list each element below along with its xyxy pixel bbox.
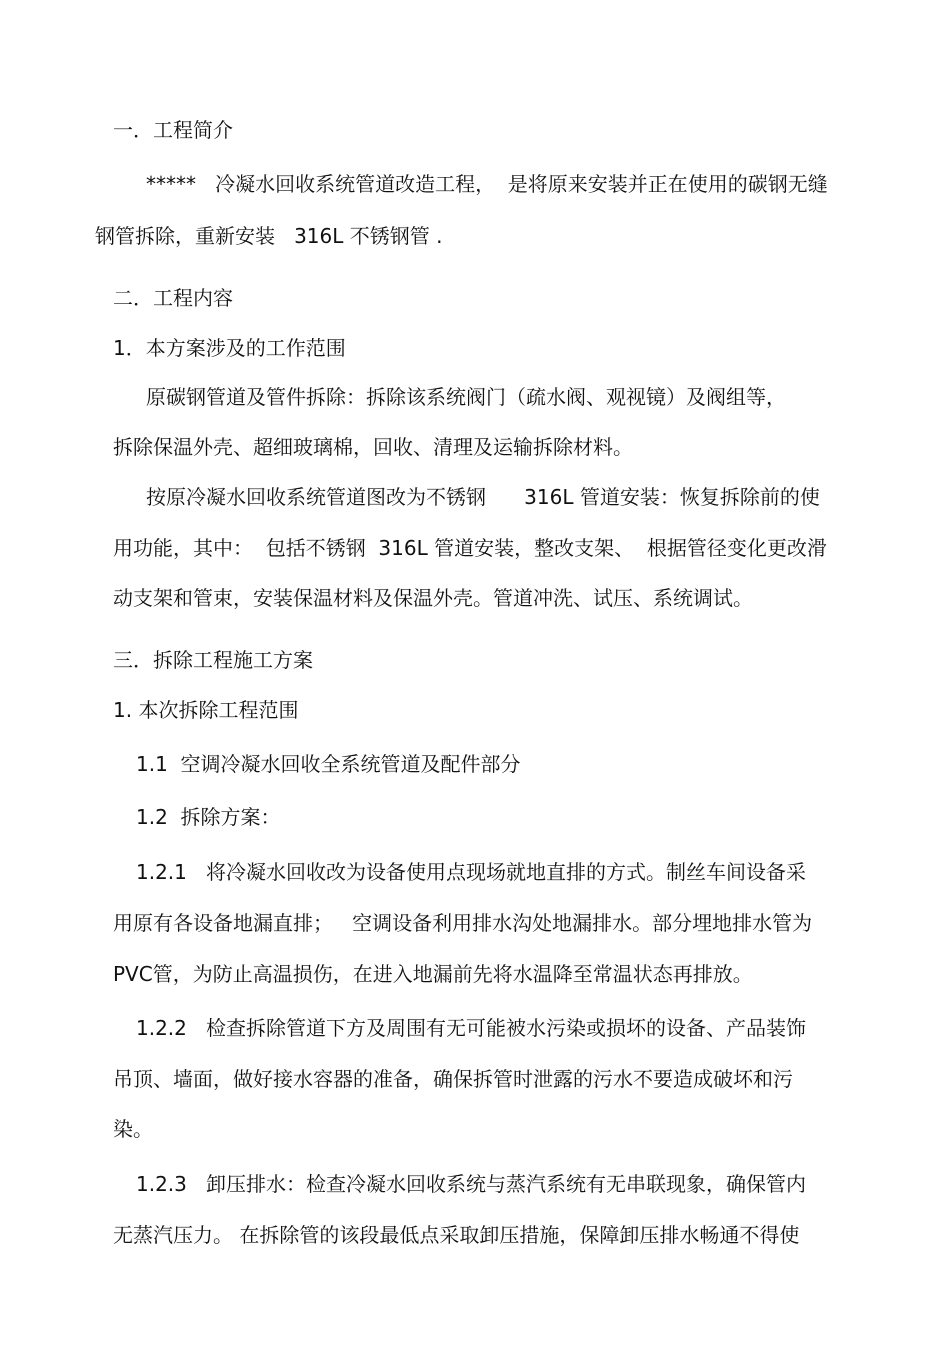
section-1-para-line: ***** 冷凝水回收系统管道改造工程， 是将原来安装并正在使用的碳钢无缝	[146, 172, 828, 196]
section-2-para-line: 动支架和管束，安装保温材料及保温外壳。管道冲洗、试压、系统调试。	[113, 586, 753, 610]
section-3-para-line: 无蒸汽压力。 在拆除管的该段最低点采取卸压措施，保障卸压排水畅通不得使	[113, 1223, 800, 1247]
section-3-para-line: PVC管，为防止高温损伤，在进入地漏前先将水温降至常温状态再排放。	[113, 962, 753, 986]
section-3-para-line: 1.2.3 卸压排水：检查冷凝水回收系统与蒸汽系统有无串联现象，确保管内	[136, 1172, 806, 1196]
section-3-item-1: 1. 本次拆除工程范围	[113, 698, 299, 722]
section-3-para-line: 1.2.1 将冷凝水回收改为设备使用点现场就地直排的方式。制丝车间设备采	[136, 860, 806, 884]
section-3-subitem-1-2: 1.2 拆除方案：	[136, 805, 281, 829]
section-1-title: 一．工程简介	[113, 118, 233, 142]
section-2-para-line: 拆除保温外壳、超细玻璃棉，回收、清理及运输拆除材料。	[113, 435, 633, 459]
section-2-para-line: 原碳钢管道及管件拆除：拆除该系统阀门（疏水阀、观视镜）及阀组等，	[146, 385, 786, 409]
section-2-item-1: 1．本方案涉及的工作范围	[113, 336, 346, 360]
section-3-para-line: 染。	[113, 1117, 153, 1141]
section-2-title: 二．工程内容	[113, 286, 233, 310]
section-2-para-line: 按原冷凝水回收系统管道图改为不锈钢 316L 管道安装：恢复拆除前的使	[146, 485, 820, 509]
section-3-para-line: 用原有各设备地漏直排； 空调设备利用排水沟处地漏排水。部分埋地排水管为	[113, 911, 813, 935]
section-3-para-line: 1.2.2 检查拆除管道下方及周围有无可能被水污染或损坏的设备、产品装饰	[136, 1016, 806, 1040]
section-1-para-line: 钢管拆除，重新安装 316L 不锈钢管 .	[95, 224, 443, 248]
section-3-para-line: 吊顶、墙面，做好接水容器的准备，确保拆管时泄露的污水不要造成破坏和污	[113, 1067, 793, 1091]
section-3-title: 三．拆除工程施工方案	[113, 648, 313, 672]
section-2-para-line: 用功能，其中： 包括不锈钢 316L 管道安装，整改支架、 根据管径变化更改滑	[113, 536, 827, 560]
section-3-subitem-1-1: 1.1 空调冷凝水回收全系统管道及配件部分	[136, 752, 521, 776]
